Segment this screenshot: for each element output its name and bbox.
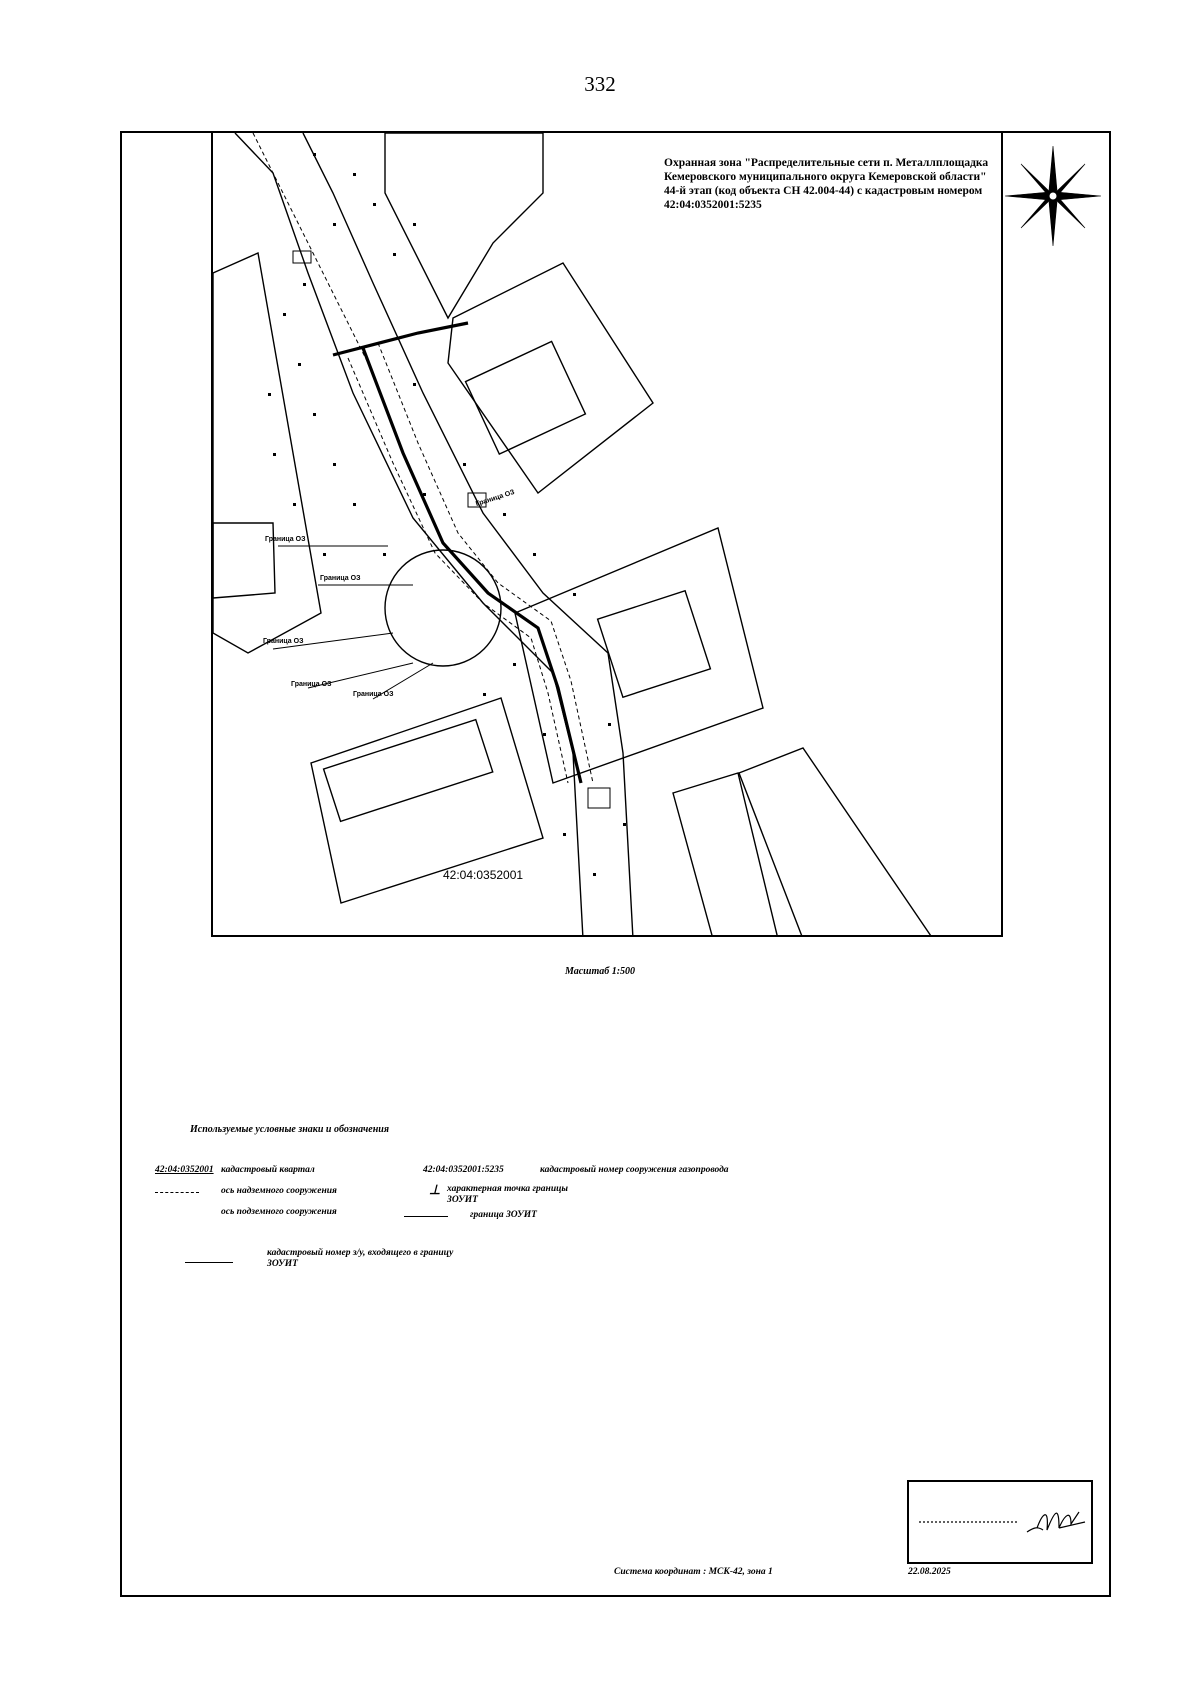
quarter-number: 42:04:0352001 bbox=[443, 868, 524, 882]
pipe-branch bbox=[333, 323, 468, 355]
page-number: 332 bbox=[584, 72, 616, 96]
legend-cadastral-quarter: кадастровый квартал bbox=[221, 1165, 315, 1175]
legend-point-marker: характерная точка границы ЗОУИТ bbox=[447, 1184, 568, 1205]
coordinate-system: Система координат : МСК-42, зона 1 bbox=[614, 1567, 773, 1577]
legend-structure-number: кадастровый номер сооружения газопровода bbox=[540, 1165, 729, 1175]
parcel-right-house bbox=[515, 528, 763, 783]
legend-boundary-dashed: ось надземного сооружения bbox=[221, 1186, 337, 1196]
building-1 bbox=[465, 341, 585, 454]
legend-parcel-line bbox=[185, 1262, 233, 1263]
legend-parcel-number: кадастровый номер з/у, входящего в границу ЗОУИТ bbox=[267, 1248, 454, 1269]
legend-zone-line bbox=[404, 1216, 448, 1217]
road-axis bbox=[253, 133, 373, 373]
signature-icon bbox=[909, 1482, 1091, 1562]
parcel-bottom-right bbox=[739, 748, 933, 937]
symbol-2 bbox=[588, 788, 610, 808]
road-edge-left bbox=[235, 133, 583, 937]
road-edge-right bbox=[303, 133, 633, 937]
map-svg bbox=[213, 133, 1003, 937]
map-drawing bbox=[211, 131, 1003, 937]
building-2 bbox=[598, 591, 711, 697]
line-label-5: Граница ОЗ bbox=[353, 691, 394, 698]
legend-boundary-plain: ось подземного сооружения bbox=[221, 1207, 337, 1217]
document-date: 22.08.2025 bbox=[908, 1567, 951, 1577]
legend-zone-boundary: граница ЗОУИТ bbox=[470, 1210, 537, 1220]
line-label-2: Граница ОЗ bbox=[320, 575, 361, 582]
turn-circle bbox=[385, 550, 501, 666]
compass-rose-icon bbox=[1003, 144, 1103, 248]
parcel-top-right-house bbox=[448, 263, 653, 493]
zone-boundary-a bbox=[348, 358, 568, 783]
legend-title: Используемые условные знаки и обозначения bbox=[190, 1124, 389, 1135]
line-label-1: Граница ОЗ bbox=[265, 536, 306, 543]
parcel-bottom-right-2 bbox=[673, 773, 778, 937]
line-label-6: Граница ОЗ bbox=[474, 488, 516, 509]
legend-dashed-line bbox=[155, 1192, 199, 1193]
zone-title: Охранная зона "Распределительные сети п. Металлплощадка Кемеровского муниципального округа Кемеровской области" 44-й этап (код объекта СН 42.004-44) с кадастровым номером 42:04:0352001:5235 bbox=[664, 157, 989, 211]
legend-quarter-sample: 42:04:0352001 bbox=[155, 1165, 214, 1175]
parcel-top-center bbox=[385, 133, 543, 318]
building-3 bbox=[324, 720, 493, 822]
point-marker-icon: ⊥ bbox=[429, 1182, 441, 1197]
signature-stamp bbox=[907, 1480, 1093, 1564]
map-scale: Масштаб 1:500 bbox=[564, 966, 636, 977]
parcel-left-mid bbox=[213, 523, 275, 598]
survey-points bbox=[268, 153, 626, 876]
pipe-main bbox=[363, 348, 581, 783]
line-label-3: Граница ОЗ bbox=[263, 638, 304, 645]
line-label-4: Граница ОЗ bbox=[291, 681, 332, 688]
legend-structure-sample: 42:04:0352001:5235 bbox=[423, 1165, 504, 1175]
zone-boundary-b bbox=[378, 343, 593, 783]
